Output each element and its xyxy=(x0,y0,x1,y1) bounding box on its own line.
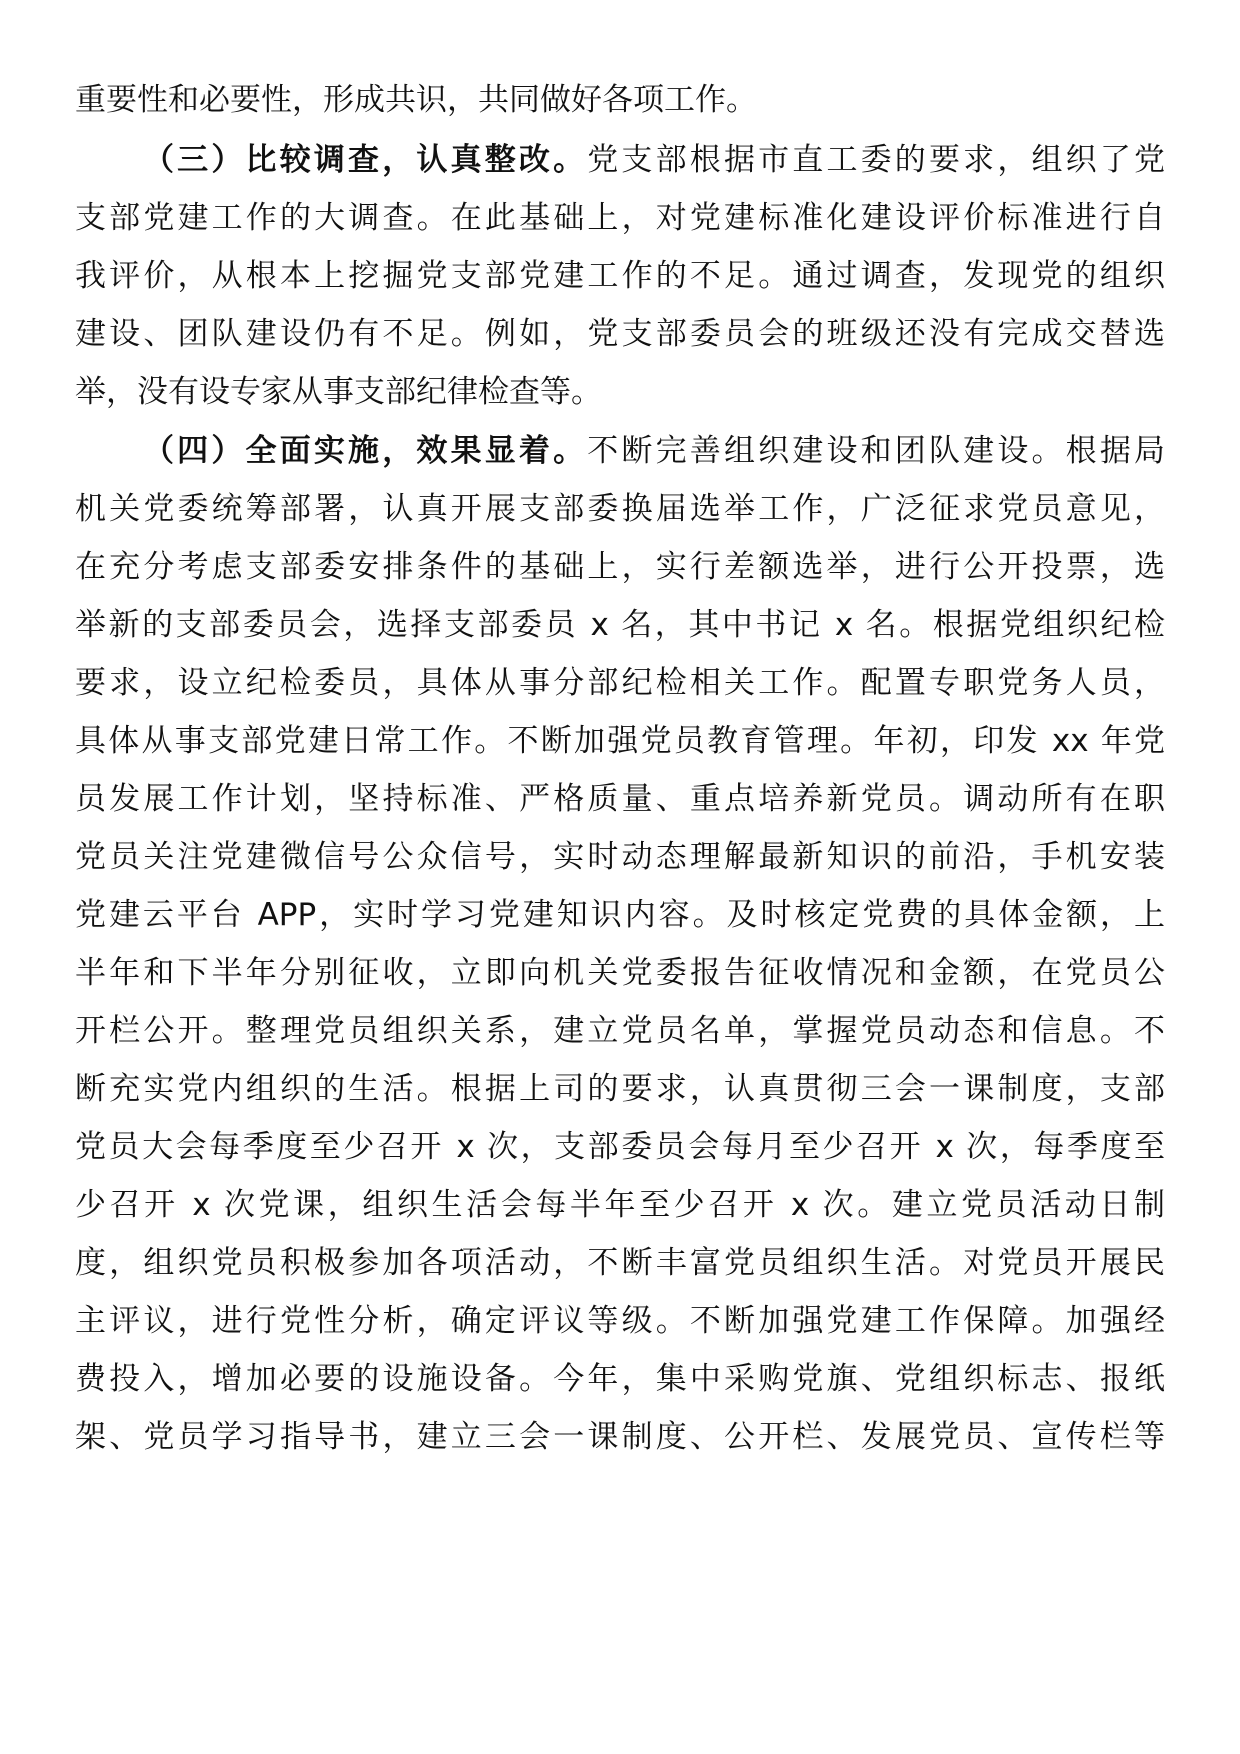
body-text-line: 建设、团队建设仍有不足。例如，党支部委员会的班级还没有完成交替选 xyxy=(75,316,1165,352)
body-text-line: 支部党建工作的大调查。在此基础上，对党建标准化建设评价标准进行自 xyxy=(75,200,1165,236)
body-text-line: 举新的支部委员会，选择支部委员 x 名，其中书记 x 名。根据党组织纪检 xyxy=(75,607,1165,643)
section-3-heading: （三）比较调查，认真整改。 xyxy=(143,142,588,178)
section-4-first-line-rest: 不断完善组织建设和团队建设。根据局 xyxy=(587,433,1165,469)
body-text-line: 要求，设立纪检委员，具体从事分部纪检相关工作。配置专职党务人员， xyxy=(75,665,1165,701)
section-3-first-line xyxy=(143,136,1165,184)
section-3-first-line-rest: 党支部根据市直工委的要求，组织了党 xyxy=(587,142,1165,178)
body-text-line: 半年和下半年分别征收，立即向机关党委报告征收情况和金额，在党员公 xyxy=(75,955,1165,991)
body-text-line: 少召开 x 次党课，组织生活会每半年至少召开 x 次。建立党员活动日制 xyxy=(75,1187,1165,1223)
body-text-line: 党建云平台 APP，实时学习党建知识内容。及时核定党费的具体金额，上 xyxy=(75,897,1165,933)
body-text-line: 机关党委统筹部署，认真开展支部委换届选举工作，广泛征求党员意见， xyxy=(75,491,1165,527)
body-text-line: 费投入，增加必要的设施设备。今年，集中采购党旗、党组织标志、报纸 xyxy=(75,1361,1165,1397)
body-text-line: 重要性和必要性，形成共识，共同做好各项工作。 xyxy=(75,82,757,118)
body-text-line: 举，没有设专家从事支部纪律检查等。 xyxy=(75,374,602,410)
body-text-line: 党员大会每季度至少召开 x 次，支部委员会每月至少召开 x 次，每季度至 xyxy=(75,1129,1165,1165)
body-text-line: 主评议，进行党性分析，确定评议等级。不断加强党建工作保障。加强经 xyxy=(75,1303,1165,1339)
body-text-line: 架、党员学习指导书，建立三会一课制度、公开栏、发展党员、宣传栏等 xyxy=(75,1419,1165,1455)
body-text-line: 在充分考虑支部委安排条件的基础上，实行差额选举，进行公开投票，选 xyxy=(75,549,1165,585)
body-text-line: 具体从事支部党建日常工作。不断加强党员教育管理。年初，印发 xx 年党 xyxy=(75,723,1165,759)
section-4-first-line xyxy=(143,427,1165,475)
body-text-line: 开栏公开。整理党员组织关系，建立党员名单，掌握党员动态和信息。不 xyxy=(75,1013,1165,1049)
body-text-line: 断充实党内组织的生活。根据上司的要求，认真贯彻三会一课制度，支部 xyxy=(75,1071,1165,1107)
body-text-line: 党员关注党建微信号公众信号，实时动态理解最新知识的前沿，手机安装 xyxy=(75,839,1165,875)
body-text-line: 员发展工作计划，坚持标准、严格质量、重点培养新党员。调动所有在职 xyxy=(75,781,1165,817)
section-4-heading: （四）全面实施，效果显着。 xyxy=(143,433,588,469)
body-text-line: 度，组织党员积极参加各项活动，不断丰富党员组织生活。对党员开展民 xyxy=(75,1245,1165,1281)
body-text-line: 我评价，从根本上挖掘党支部党建工作的不足。通过调查，发现党的组织 xyxy=(75,258,1165,294)
